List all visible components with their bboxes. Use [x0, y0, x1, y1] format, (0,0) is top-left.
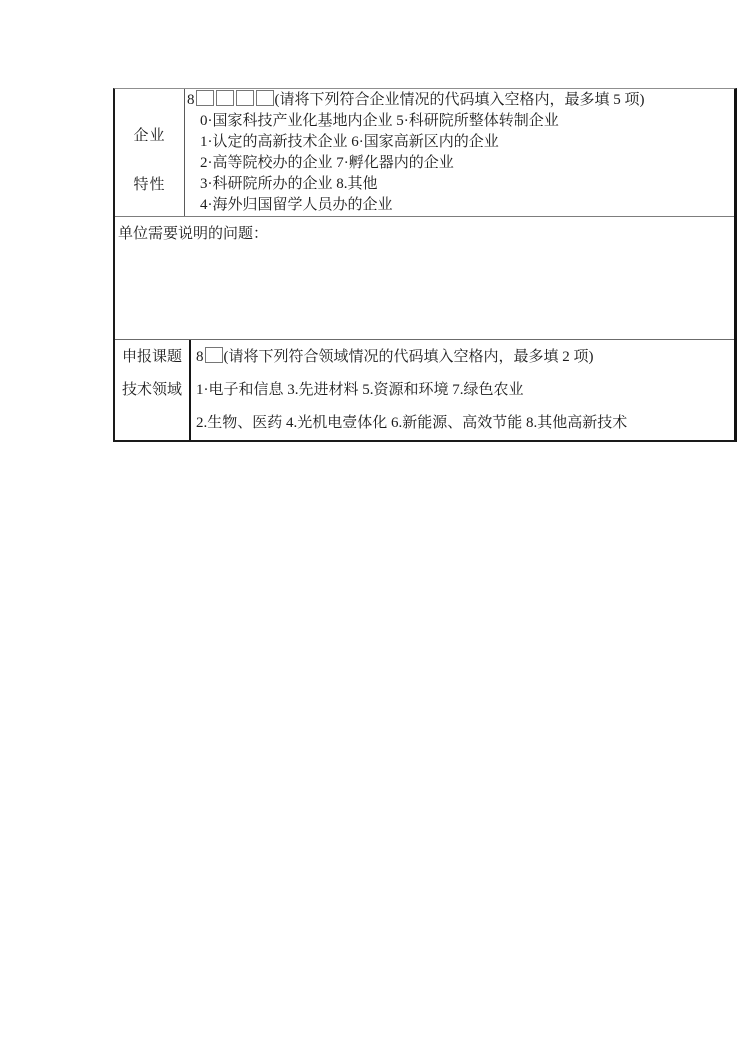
enterprise-option-line: 4·海外归国留学人员办的企业: [200, 197, 393, 213]
field-code-entry-line: [196, 341, 732, 374]
field-option-line: 2.生物、医药 4.光机电壹体化 6.新能源、高效节能 8.其他高新技术: [196, 415, 628, 431]
field-code-prefix: 8: [196, 349, 204, 365]
enterprise-traits-label-cell: [115, 89, 185, 216]
code-box[interactable]: [236, 90, 254, 106]
enterprise-instruction-text: (请将下列符合企业情况的代码填入空格内，最多填 5 项): [274, 92, 645, 108]
technical-field-label-cell: [115, 340, 191, 440]
code-box[interactable]: [196, 90, 214, 106]
code-box[interactable]: [216, 90, 234, 106]
field-code-entry-boxes[interactable]: [204, 341, 224, 374]
technical-field-content-cell: [191, 340, 734, 440]
enterprise-label-line-2: 特性: [133, 177, 166, 193]
remarks-row: [115, 217, 734, 340]
code-box[interactable]: [256, 90, 274, 106]
remarks-label: 单位需要说明的问题：: [118, 226, 269, 242]
enterprise-option-line: 0·国家科技产业化基地内企业 5·科研院所整体转制企业: [200, 113, 559, 129]
enterprise-option-line: 1·认定的高新技术企业 6·国家高新区内的企业: [200, 134, 499, 150]
enterprise-label-line-1: 企业: [133, 128, 166, 144]
enterprise-traits-content-cell: [185, 89, 734, 216]
form-table: [113, 88, 737, 442]
field-option-line: 1·电子和信息 3.先进材料 5.资源和环境 7.绿色农业: [196, 382, 524, 398]
enterprise-traits-row: [115, 89, 734, 217]
enterprise-code-prefix: 8: [187, 92, 195, 108]
field-instruction-text: (请将下列符合领域情况的代码填入空格内，最多填 2 项): [223, 349, 594, 365]
enterprise-code-entry-line: [187, 90, 732, 111]
field-label-line-1: 申报课题: [121, 349, 182, 365]
enterprise-code-entry-boxes[interactable]: [195, 90, 275, 111]
technical-field-row: [115, 340, 734, 440]
enterprise-option-line: 2·高等院校办的企业 7·孵化器内的企业: [200, 155, 454, 171]
code-box[interactable]: [205, 347, 223, 363]
remarks-input-area[interactable]: [115, 243, 734, 338]
field-label-line-2: 技术领域: [121, 382, 182, 398]
enterprise-option-line: 3·科研院所办的企业 8.其他: [200, 176, 378, 192]
